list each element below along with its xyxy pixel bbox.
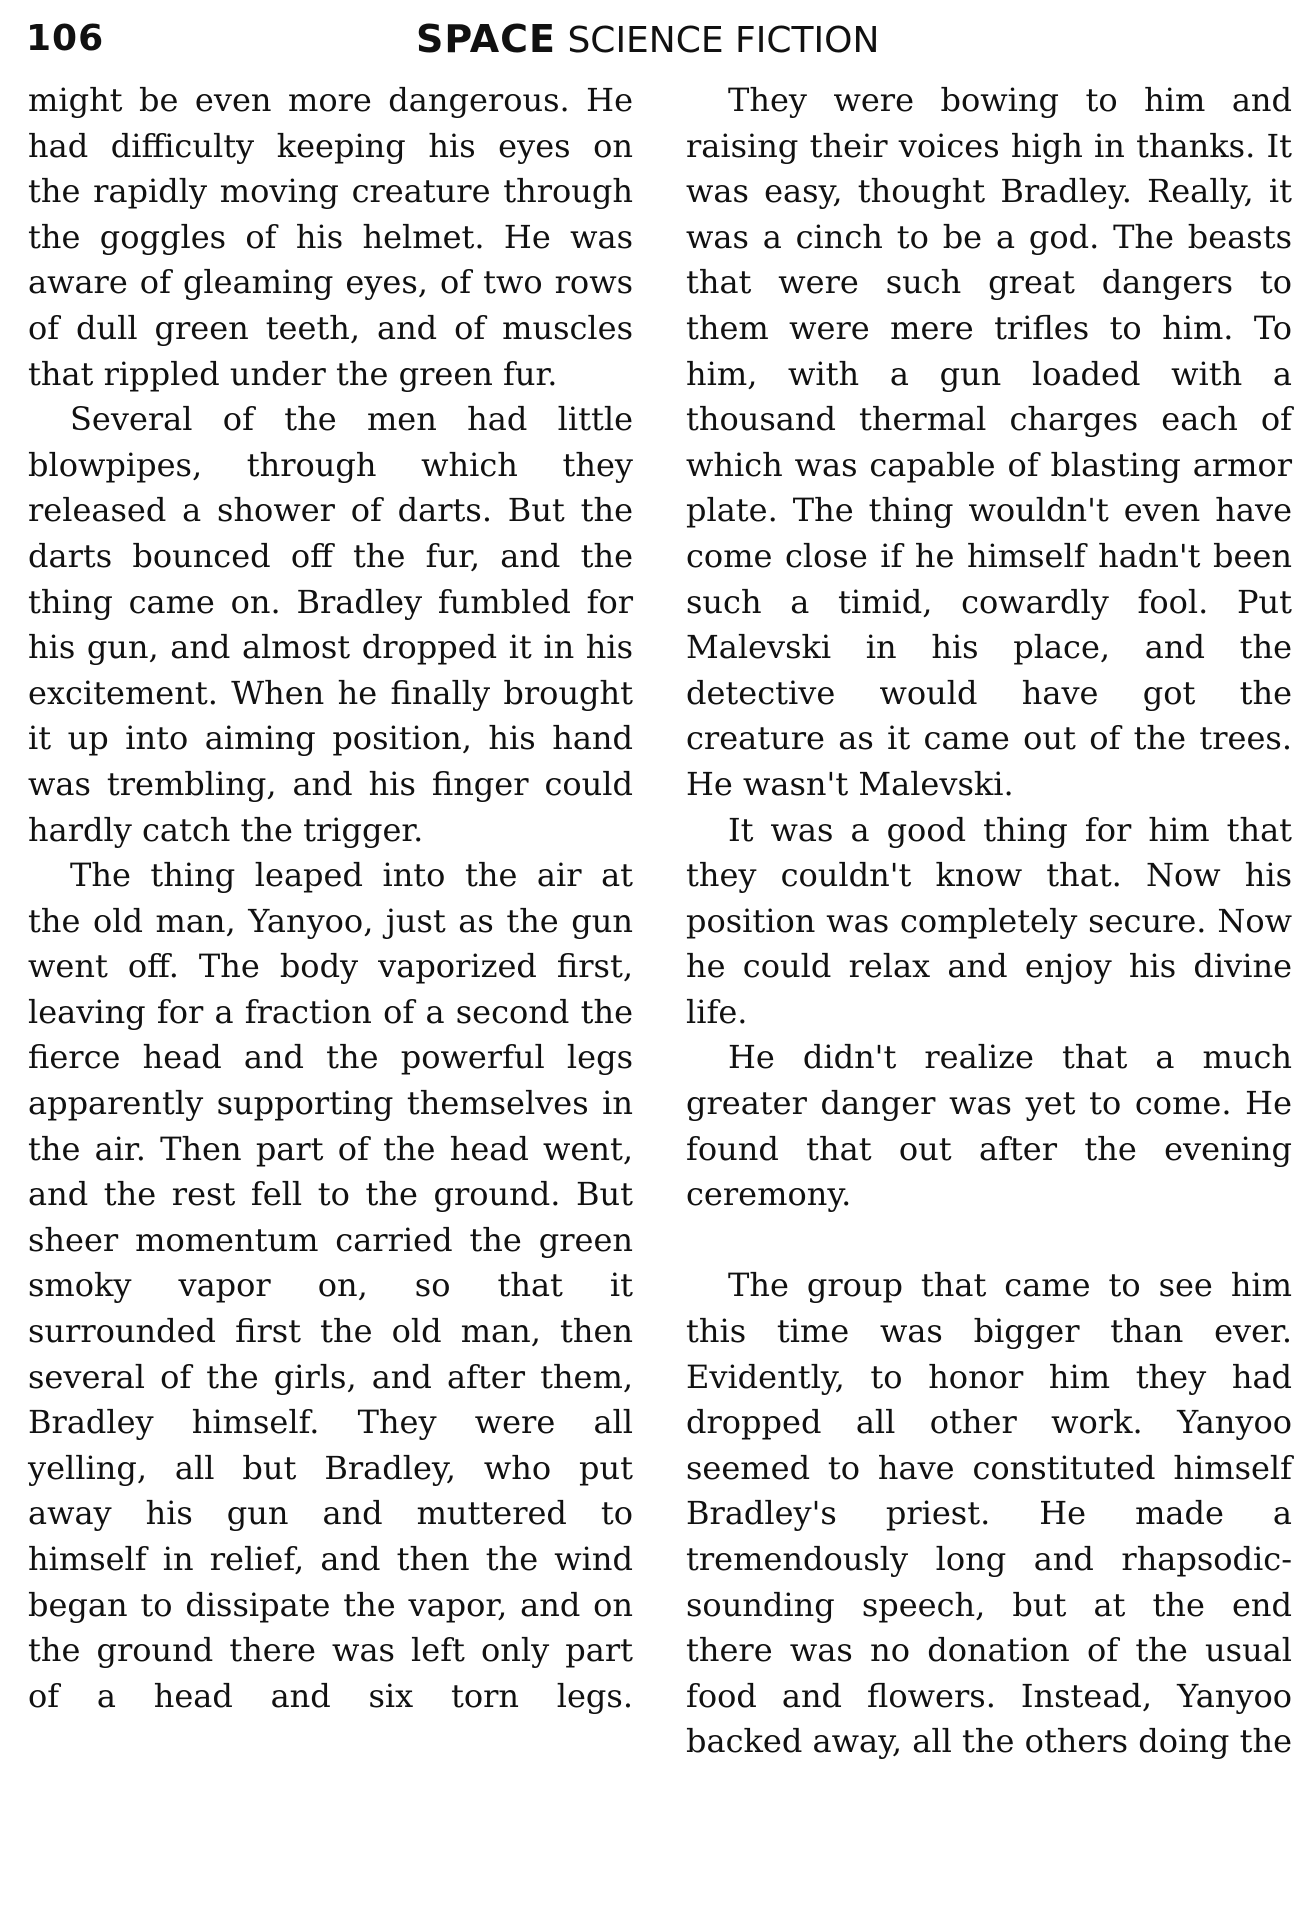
section-break: [686, 1218, 1292, 1264]
left-paragraph-1: might be even more dangerous. He had difficulty keeping his eyes on the rapidly moving creature through the goggles of his helmet. He was aware of gleaming eyes, of two rows of dull green teeth, and of muscles that rippled under the green fur.: [28, 81, 633, 393]
right-paragraph-1: They were bowing to him and raising their voices high in thanks. It was easy, thought Bradley. Really, it was a cinch to be a god. The beasts that were such great dangers to them were mere trifles to him. To him, with a gun loaded with a thousand thermal charges each of which was capable of blasting armor plate. The thing wouldn't even have come close if he himself hadn't been such a timid, cowardly fool. Put Malevski in his place, and the detective would have got the creature as it came out of the trees. He wasn't Malevski.: [686, 81, 1292, 803]
left-column: [28, 78, 633, 1719]
right-paragraph-4: The group that came to see him this time was bigger than ever. Evidently, to honor him they had dropped all other work. Yanyoo seemed to have constituted himself Bradley's priest. He made a tremendously long and rhapsodic-sounding speech, but at the end there was no donation of the usual food and flowers. Instead, Yanyoo backed away, all the others doing the: [686, 1266, 1292, 1761]
running-title-rest: SCIENCE FICTION: [567, 20, 880, 61]
running-title: [416, 14, 879, 66]
page-number: 106: [26, 18, 105, 59]
right-paragraph-2: It was a good thing for him that they couldn't know that. Now his position was completely secure. Now he could relax and enjoy his divine life.: [686, 810, 1292, 1031]
right-column: [686, 78, 1292, 1765]
page-header: [26, 14, 1296, 64]
left-paragraph-3: The thing leaped into the air at the old man, Yanyoo, just as the gun went off. The body vaporized first, leaving for a fraction of a second the fierce head and the powerful legs apparently supporting themselves in the air. Then part of the head went, and the rest fell to the ground. But sheer momentum carried the green smoky vapor on, so that it surrounded first the old man, then several of the girls, and after them, Bradley himself. They were all yelling, all but Bradley, who put away his gun and muttered to himself in relief, and then the wind began to dissipate the vapor, and on the ground there was left only part of a head and six torn legs.: [28, 856, 633, 1715]
left-paragraph-2: Several of the men had little blowpipes, through which they released a shower of darts. But the darts bounced off the fur, and the thing came on. Bradley fumbled for his gun, and almost dropped it in his excitement. When he finally brought it up into aiming position, his hand was trembling, and his finger could hardly catch the trigger.: [28, 400, 633, 849]
running-title-bold: SPACE: [416, 17, 556, 61]
right-paragraph-3: He didn't realize that a much greater danger was yet to come. He found that out after the evening ceremony.: [686, 1038, 1292, 1214]
